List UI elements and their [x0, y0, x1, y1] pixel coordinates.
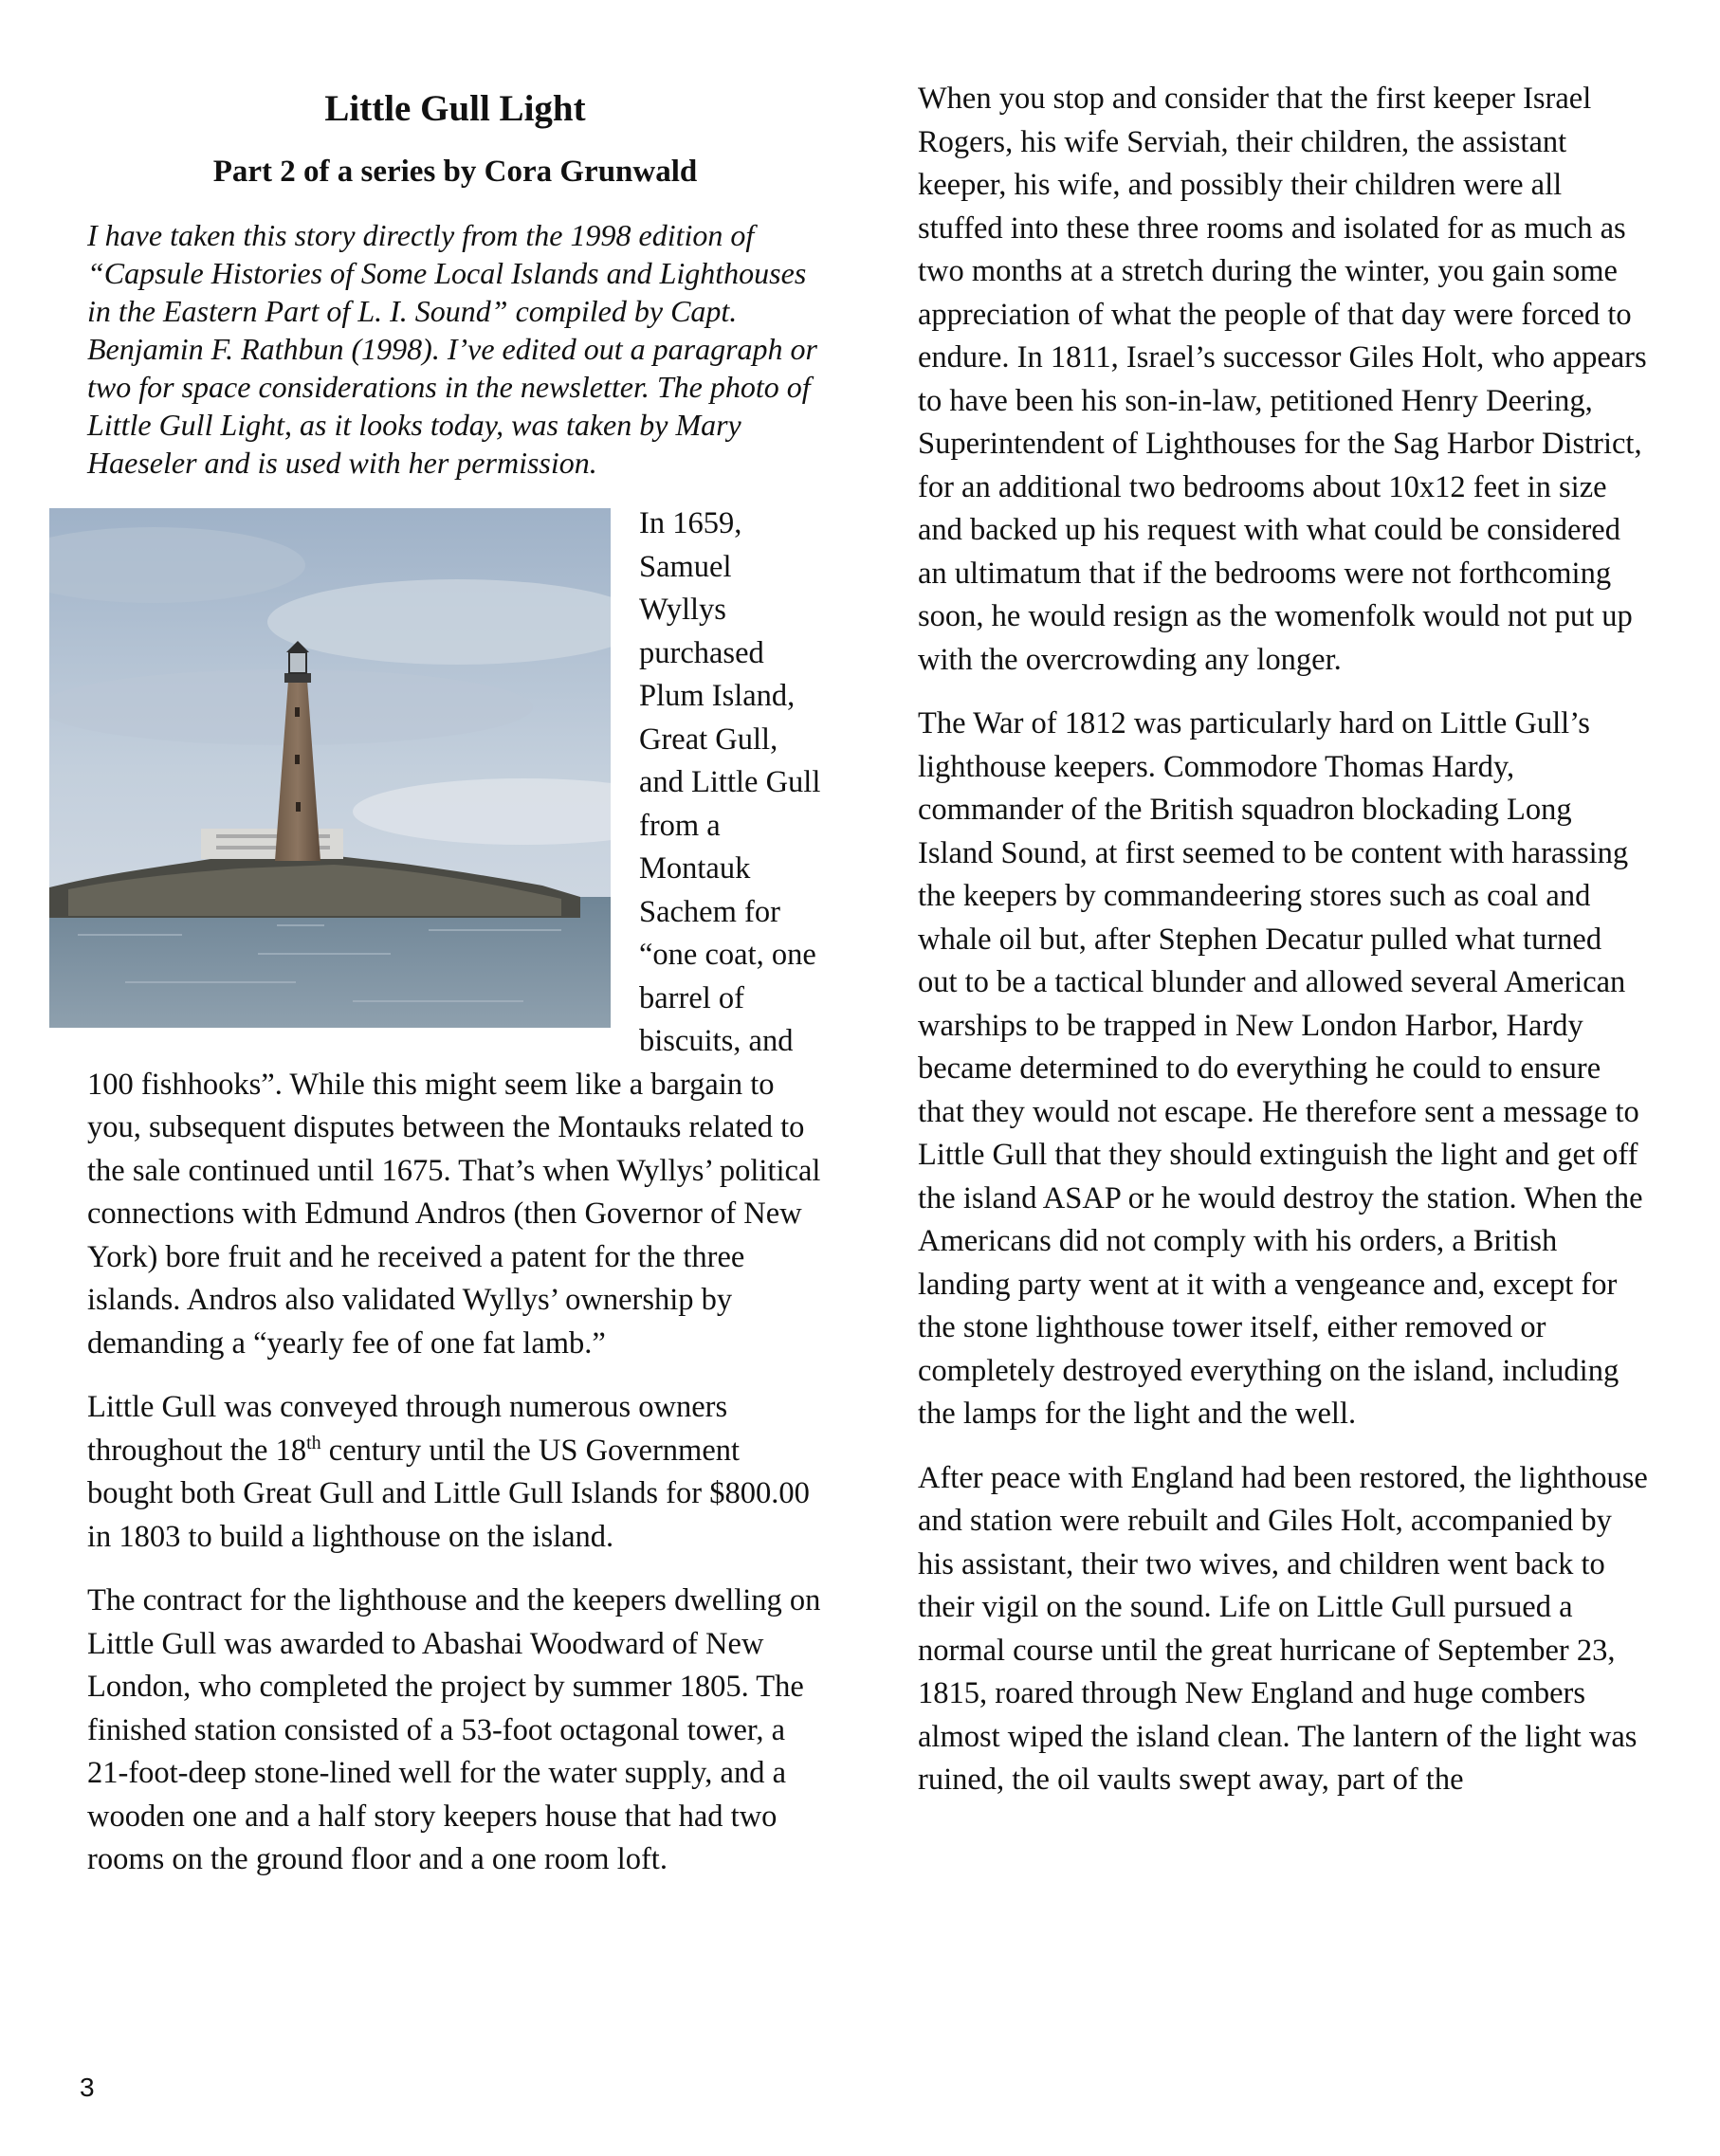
paragraph-text: Little Gull was conveyed through numerous owners throughout the 18	[87, 1390, 728, 1468]
paragraph-contract: The contract for the lighthouse and the keepers dwelling on Little Gull was awarded to Abashai Woodward of New London, who completed the project by summer 1805. The finished station consisted of a 53-foot octagonal tower, a 21-foot-deep stone-lined well for the water supply, and a wooden one and a half story keepers house that had two rooms on the ground floor and a one room loft.	[87, 1583, 821, 1876]
lighthouse-photo	[49, 508, 611, 1028]
paragraph-1659-purchase: In 1659, Samuel Wyllys purchased Plum Island, Great Gull, and Little Gull from a Montauk Sachem for “one coat, one barrel of biscuits, and 100 fishhooks”. While this might seem like a bargain to you, subsequent disputes between the Montauks related to the sale continued until 1675. That’s when Wyllys’ political connections with Edmund Andros (then Governor of New York) bore fruit and he received a patent for the three islands. Andros also validated Wyllys’ ownership by demanding a “yearly fee of one fat lamb.”	[87, 506, 821, 1361]
paragraph-text: century until the US Government bought both Great Gull and Little Gull Islands for $800.00 in 1803 to build a lighthouse on the island.	[87, 1433, 810, 1554]
lighthouse-photo-image	[49, 508, 611, 1028]
article-title: Little Gull Light	[324, 88, 586, 129]
paragraph-hurricane: After peace with England had been restored, the lighthouse and station were rebuilt and Giles Holt, accompanied by his assistant, their two wives, and children went back to their vigil on the sound. Life on Little Gull pursued a normal course until the great hurricane of September 23, 1815, roared through New England and huge combers almost wiped the island clean. The lantern of the light was ruined, the oil vaults swept away, part of the	[918, 1460, 1648, 1797]
editor-note: I have taken this story directly from the 1998 edition of “Capsule Histories of Some Local Islands and Lighthouses in the Eastern Part of L. I. Sound” compiled by Capt. Benjamin F. Rathbun (1998). I’ve edited out a paragraph or two for space considerations in the newsletter. The photo of Little Gull Light, as it looks today, was taken by Mary Haeseler and is used with her permission.	[87, 218, 817, 480]
paragraph-war-of-1812: The War of 1812 was particularly hard on Little Gull’s lighthouse keepers. Commodore Thomas Hardy, commander of the British squadron blockading Long Island Sound, at first seemed to be content with harassing the keepers by commandeering stores such as coal and whale oil but, after Stephen Decatur pulled what turned out to be a tactical blunder and allowed several American warships to be trapped in New London Harbor, Hardy became determined to do everything he could to ensure that they would not escape. He therefore sent a message to Little Gull that they should extinguish the light and get off the island ASAP or he would destroy the station. When the Americans did not comply with his orders, a British landing party went at it with a vengeance and, except for the stone lighthouse tower itself, either removed or completely destroyed everything on the island, including the lamps for the light and the well.	[918, 706, 1643, 1431]
right-column	[918, 78, 1648, 1823]
article-subtitle: Part 2 of a series by Cora Grunwald	[212, 155, 698, 189]
superscript-th: th	[306, 1432, 321, 1453]
left-column	[87, 78, 823, 1903]
page-number: 3	[80, 2073, 95, 2102]
paragraph-keepers-rooms: When you stop and consider that the first keeper Israel Rogers, his wife Serviah, their children, the assistant keeper, his wife, and possibly their children were all stuffed into these three rooms and isolated for as much as two months at a stretch during the winter, you gain some appreciation of what the people of that day were forced to endure. In 1811, Israel’s successor Giles Holt, who appears to have been his son-in-law, petitioned Henry Deering, Superintendent of Lighthouses for the Sag Harbor District, for an additional two bedrooms about 10x12 feet in size and backed up his request with what could be considered an ultimatum that if the bedrooms were not forthcoming soon, he would resign as the womenfolk would not put up with the overcrowding any longer.	[918, 82, 1647, 677]
paragraph-18th-century	[87, 1386, 823, 1559]
